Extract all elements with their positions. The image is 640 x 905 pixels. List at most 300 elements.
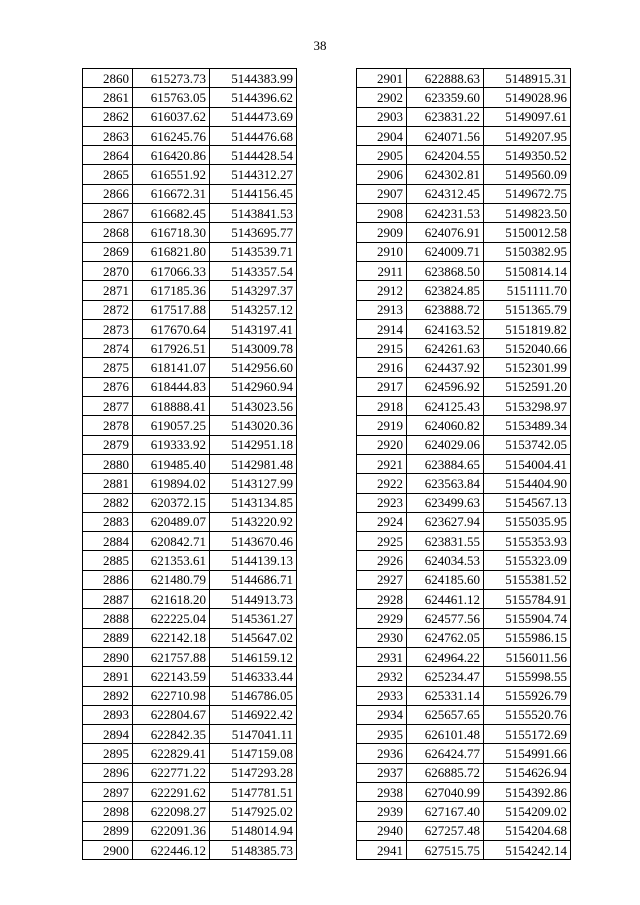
point-number-cell: 2894 bbox=[83, 725, 133, 744]
x-coordinate-cell: 624125.43 bbox=[407, 397, 484, 416]
table-row bbox=[83, 416, 297, 435]
y-coordinate-cell: 5151111.70 bbox=[484, 281, 571, 300]
table-row bbox=[357, 377, 571, 396]
y-coordinate-cell: 5147925.02 bbox=[210, 802, 297, 821]
point-number-cell: 2936 bbox=[357, 744, 407, 763]
point-number-cell: 2921 bbox=[357, 454, 407, 473]
y-coordinate-cell: 5149207.95 bbox=[484, 126, 571, 145]
point-number-cell: 2879 bbox=[83, 435, 133, 454]
x-coordinate-cell: 622142.18 bbox=[133, 628, 210, 647]
x-coordinate-cell: 616037.62 bbox=[133, 107, 210, 126]
x-coordinate-cell: 624071.56 bbox=[407, 126, 484, 145]
point-number-cell: 2910 bbox=[357, 242, 407, 261]
table-row bbox=[357, 667, 571, 686]
x-coordinate-cell: 622225.04 bbox=[133, 609, 210, 628]
table-row bbox=[357, 609, 571, 628]
x-coordinate-cell: 619057.25 bbox=[133, 416, 210, 435]
table-row bbox=[357, 204, 571, 223]
table-row bbox=[83, 397, 297, 416]
y-coordinate-cell: 5144396.62 bbox=[210, 88, 297, 107]
table-row bbox=[357, 300, 571, 319]
table-row bbox=[357, 705, 571, 724]
table-row bbox=[83, 628, 297, 647]
x-coordinate-cell: 615273.73 bbox=[133, 69, 210, 88]
y-coordinate-cell: 5155323.09 bbox=[484, 551, 571, 570]
point-number-cell: 2887 bbox=[83, 590, 133, 609]
x-coordinate-cell: 622888.63 bbox=[407, 69, 484, 88]
y-coordinate-cell: 5144428.54 bbox=[210, 146, 297, 165]
x-coordinate-cell: 624302.81 bbox=[407, 165, 484, 184]
table-row bbox=[357, 493, 571, 512]
y-coordinate-cell: 5149028.96 bbox=[484, 88, 571, 107]
y-coordinate-cell: 5145361.27 bbox=[210, 609, 297, 628]
x-coordinate-cell: 616718.30 bbox=[133, 223, 210, 242]
point-number-cell: 2913 bbox=[357, 300, 407, 319]
y-coordinate-cell: 5143695.77 bbox=[210, 223, 297, 242]
x-coordinate-cell: 616821.80 bbox=[133, 242, 210, 261]
y-coordinate-cell: 5148915.31 bbox=[484, 69, 571, 88]
y-coordinate-cell: 5143134.85 bbox=[210, 493, 297, 512]
y-coordinate-cell: 5144476.68 bbox=[210, 126, 297, 145]
point-number-cell: 2861 bbox=[83, 88, 133, 107]
point-number-cell: 2919 bbox=[357, 416, 407, 435]
y-coordinate-cell: 5154626.94 bbox=[484, 763, 571, 782]
y-coordinate-cell: 5144913.73 bbox=[210, 590, 297, 609]
y-coordinate-cell: 5147159.08 bbox=[210, 744, 297, 763]
y-coordinate-cell: 5142956.60 bbox=[210, 358, 297, 377]
point-number-cell: 2886 bbox=[83, 570, 133, 589]
point-number-cell: 2931 bbox=[357, 647, 407, 666]
point-number-cell: 2869 bbox=[83, 242, 133, 261]
point-number-cell: 2922 bbox=[357, 474, 407, 493]
x-coordinate-cell: 624231.53 bbox=[407, 204, 484, 223]
x-coordinate-cell: 621480.79 bbox=[133, 570, 210, 589]
point-number-cell: 2916 bbox=[357, 358, 407, 377]
y-coordinate-cell: 5143539.71 bbox=[210, 242, 297, 261]
y-coordinate-cell: 5143257.12 bbox=[210, 300, 297, 319]
table-row bbox=[83, 454, 297, 473]
table-row bbox=[357, 319, 571, 338]
y-coordinate-cell: 5154392.86 bbox=[484, 782, 571, 801]
point-number-cell: 2864 bbox=[83, 146, 133, 165]
point-number-cell: 2889 bbox=[83, 628, 133, 647]
table-row bbox=[83, 493, 297, 512]
y-coordinate-cell: 5155520.76 bbox=[484, 705, 571, 724]
y-coordinate-cell: 5143357.54 bbox=[210, 261, 297, 280]
x-coordinate-cell: 624312.45 bbox=[407, 184, 484, 203]
y-coordinate-cell: 5155986.15 bbox=[484, 628, 571, 647]
point-number-cell: 2925 bbox=[357, 532, 407, 551]
y-coordinate-cell: 5145647.02 bbox=[210, 628, 297, 647]
point-number-cell: 2914 bbox=[357, 319, 407, 338]
table-row bbox=[83, 744, 297, 763]
y-coordinate-cell: 5152301.99 bbox=[484, 358, 571, 377]
point-number-cell: 2882 bbox=[83, 493, 133, 512]
x-coordinate-cell: 616682.45 bbox=[133, 204, 210, 223]
x-coordinate-cell: 622091.36 bbox=[133, 821, 210, 840]
point-number-cell: 2901 bbox=[357, 69, 407, 88]
y-coordinate-cell: 5143297.37 bbox=[210, 281, 297, 300]
x-coordinate-cell: 623888.72 bbox=[407, 300, 484, 319]
x-coordinate-cell: 622291.62 bbox=[133, 782, 210, 801]
y-coordinate-cell: 5143197.41 bbox=[210, 319, 297, 338]
x-coordinate-cell: 620372.15 bbox=[133, 493, 210, 512]
x-coordinate-cell: 622143.59 bbox=[133, 667, 210, 686]
point-number-cell: 2934 bbox=[357, 705, 407, 724]
point-number-cell: 2935 bbox=[357, 725, 407, 744]
point-number-cell: 2885 bbox=[83, 551, 133, 570]
x-coordinate-cell: 625234.47 bbox=[407, 667, 484, 686]
y-coordinate-cell: 5144312.27 bbox=[210, 165, 297, 184]
point-number-cell: 2933 bbox=[357, 686, 407, 705]
x-coordinate-cell: 627515.75 bbox=[407, 840, 484, 859]
x-coordinate-cell: 616672.31 bbox=[133, 184, 210, 203]
point-number-cell: 2899 bbox=[83, 821, 133, 840]
point-number-cell: 2941 bbox=[357, 840, 407, 859]
x-coordinate-cell: 623563.84 bbox=[407, 474, 484, 493]
table-row bbox=[83, 184, 297, 203]
table-row bbox=[83, 590, 297, 609]
point-number-cell: 2927 bbox=[357, 570, 407, 589]
point-number-cell: 2870 bbox=[83, 261, 133, 280]
table-row bbox=[357, 782, 571, 801]
x-coordinate-cell: 624461.12 bbox=[407, 590, 484, 609]
x-coordinate-cell: 622829.41 bbox=[133, 744, 210, 763]
table-row bbox=[357, 474, 571, 493]
y-coordinate-cell: 5144156.45 bbox=[210, 184, 297, 203]
y-coordinate-cell: 5149560.09 bbox=[484, 165, 571, 184]
y-coordinate-cell: 5153742.05 bbox=[484, 435, 571, 454]
x-coordinate-cell: 623831.55 bbox=[407, 532, 484, 551]
x-coordinate-cell: 623359.60 bbox=[407, 88, 484, 107]
y-coordinate-cell: 5153489.34 bbox=[484, 416, 571, 435]
y-coordinate-cell: 5155784.91 bbox=[484, 590, 571, 609]
y-coordinate-cell: 5153298.97 bbox=[484, 397, 571, 416]
x-coordinate-cell: 621353.61 bbox=[133, 551, 210, 570]
y-coordinate-cell: 5155381.52 bbox=[484, 570, 571, 589]
x-coordinate-cell: 624762.05 bbox=[407, 628, 484, 647]
y-coordinate-cell: 5154004.41 bbox=[484, 454, 571, 473]
point-number-cell: 2896 bbox=[83, 763, 133, 782]
y-coordinate-cell: 5148385.73 bbox=[210, 840, 297, 859]
y-coordinate-cell: 5150012.58 bbox=[484, 223, 571, 242]
y-coordinate-cell: 5155172.69 bbox=[484, 725, 571, 744]
table-row bbox=[357, 647, 571, 666]
table-row bbox=[83, 107, 297, 126]
table-row bbox=[83, 647, 297, 666]
table-row bbox=[83, 261, 297, 280]
point-number-cell: 2874 bbox=[83, 339, 133, 358]
table-row bbox=[83, 782, 297, 801]
point-number-cell: 2908 bbox=[357, 204, 407, 223]
table-row bbox=[83, 377, 297, 396]
x-coordinate-cell: 623831.22 bbox=[407, 107, 484, 126]
x-coordinate-cell: 619894.02 bbox=[133, 474, 210, 493]
table-row bbox=[357, 261, 571, 280]
y-coordinate-cell: 5154209.02 bbox=[484, 802, 571, 821]
y-coordinate-cell: 5143009.78 bbox=[210, 339, 297, 358]
x-coordinate-cell: 625657.65 bbox=[407, 705, 484, 724]
table-row bbox=[357, 242, 571, 261]
y-coordinate-cell: 5142981.48 bbox=[210, 454, 297, 473]
table-row bbox=[83, 763, 297, 782]
x-coordinate-cell: 624964.22 bbox=[407, 647, 484, 666]
x-coordinate-cell: 623499.63 bbox=[407, 493, 484, 512]
x-coordinate-cell: 624261.63 bbox=[407, 339, 484, 358]
table-row bbox=[83, 512, 297, 531]
y-coordinate-cell: 5149350.52 bbox=[484, 146, 571, 165]
y-coordinate-cell: 5147781.51 bbox=[210, 782, 297, 801]
x-coordinate-cell: 623868.50 bbox=[407, 261, 484, 280]
point-number-cell: 2938 bbox=[357, 782, 407, 801]
table-row bbox=[357, 416, 571, 435]
x-coordinate-cell: 622804.67 bbox=[133, 705, 210, 724]
point-number-cell: 2872 bbox=[83, 300, 133, 319]
x-coordinate-cell: 619485.40 bbox=[133, 454, 210, 473]
y-coordinate-cell: 5155904.74 bbox=[484, 609, 571, 628]
y-coordinate-cell: 5155998.55 bbox=[484, 667, 571, 686]
table-row bbox=[83, 358, 297, 377]
y-coordinate-cell: 5144139.13 bbox=[210, 551, 297, 570]
x-coordinate-cell: 624009.71 bbox=[407, 242, 484, 261]
x-coordinate-cell: 622771.22 bbox=[133, 763, 210, 782]
y-coordinate-cell: 5155353.93 bbox=[484, 532, 571, 551]
y-coordinate-cell: 5146786.05 bbox=[210, 686, 297, 705]
point-number-cell: 2940 bbox=[357, 821, 407, 840]
y-coordinate-cell: 5142960.94 bbox=[210, 377, 297, 396]
point-number-cell: 2928 bbox=[357, 590, 407, 609]
x-coordinate-cell: 623824.85 bbox=[407, 281, 484, 300]
point-number-cell: 2865 bbox=[83, 165, 133, 184]
table-row bbox=[83, 69, 297, 88]
y-coordinate-cell: 5151819.82 bbox=[484, 319, 571, 338]
y-coordinate-cell: 5150382.95 bbox=[484, 242, 571, 261]
table-row bbox=[83, 242, 297, 261]
point-number-cell: 2939 bbox=[357, 802, 407, 821]
x-coordinate-cell: 624437.92 bbox=[407, 358, 484, 377]
table-row bbox=[357, 512, 571, 531]
x-coordinate-cell: 622842.35 bbox=[133, 725, 210, 744]
point-number-cell: 2903 bbox=[357, 107, 407, 126]
y-coordinate-cell: 5149097.61 bbox=[484, 107, 571, 126]
coordinates-table-right bbox=[356, 68, 571, 860]
y-coordinate-cell: 5143127.99 bbox=[210, 474, 297, 493]
point-number-cell: 2911 bbox=[357, 261, 407, 280]
table-row bbox=[357, 126, 571, 145]
table-row bbox=[357, 281, 571, 300]
x-coordinate-cell: 615763.05 bbox=[133, 88, 210, 107]
x-coordinate-cell: 617517.88 bbox=[133, 300, 210, 319]
y-coordinate-cell: 5144686.71 bbox=[210, 570, 297, 589]
x-coordinate-cell: 625331.14 bbox=[407, 686, 484, 705]
y-coordinate-cell: 5154404.90 bbox=[484, 474, 571, 493]
y-coordinate-cell: 5152040.66 bbox=[484, 339, 571, 358]
y-coordinate-cell: 5147041.11 bbox=[210, 725, 297, 744]
point-number-cell: 2930 bbox=[357, 628, 407, 647]
table-row bbox=[357, 628, 571, 647]
table-row bbox=[83, 686, 297, 705]
point-number-cell: 2884 bbox=[83, 532, 133, 551]
table-row bbox=[83, 821, 297, 840]
table-row bbox=[83, 204, 297, 223]
point-number-cell: 2867 bbox=[83, 204, 133, 223]
x-coordinate-cell: 620842.71 bbox=[133, 532, 210, 551]
y-coordinate-cell: 5146922.42 bbox=[210, 705, 297, 724]
point-number-cell: 2895 bbox=[83, 744, 133, 763]
x-coordinate-cell: 621757.88 bbox=[133, 647, 210, 666]
x-coordinate-cell: 619333.92 bbox=[133, 435, 210, 454]
point-number-cell: 2860 bbox=[83, 69, 133, 88]
x-coordinate-cell: 627257.48 bbox=[407, 821, 484, 840]
x-coordinate-cell: 623884.65 bbox=[407, 454, 484, 473]
x-coordinate-cell: 617185.36 bbox=[133, 281, 210, 300]
point-number-cell: 2878 bbox=[83, 416, 133, 435]
x-coordinate-cell: 618888.41 bbox=[133, 397, 210, 416]
table-row bbox=[83, 319, 297, 338]
table-row bbox=[357, 763, 571, 782]
x-coordinate-cell: 626424.77 bbox=[407, 744, 484, 763]
table-row bbox=[357, 840, 571, 859]
point-number-cell: 2877 bbox=[83, 397, 133, 416]
table-row bbox=[357, 339, 571, 358]
x-coordinate-cell: 623627.94 bbox=[407, 512, 484, 531]
point-number-cell: 2880 bbox=[83, 454, 133, 473]
page-number: 38 bbox=[313, 38, 327, 53]
table-row bbox=[83, 126, 297, 145]
x-coordinate-cell: 626885.72 bbox=[407, 763, 484, 782]
table-row bbox=[83, 165, 297, 184]
point-number-cell: 2920 bbox=[357, 435, 407, 454]
point-number-cell: 2917 bbox=[357, 377, 407, 396]
table-row bbox=[357, 69, 571, 88]
point-number-cell: 2915 bbox=[357, 339, 407, 358]
y-coordinate-cell: 5148014.94 bbox=[210, 821, 297, 840]
x-coordinate-cell: 624163.52 bbox=[407, 319, 484, 338]
point-number-cell: 2906 bbox=[357, 165, 407, 184]
table-row bbox=[357, 570, 571, 589]
table-row bbox=[357, 146, 571, 165]
point-number-cell: 2871 bbox=[83, 281, 133, 300]
point-number-cell: 2926 bbox=[357, 551, 407, 570]
y-coordinate-cell: 5154991.66 bbox=[484, 744, 571, 763]
point-number-cell: 2883 bbox=[83, 512, 133, 531]
table-row bbox=[83, 725, 297, 744]
table-row bbox=[357, 88, 571, 107]
table-row bbox=[357, 802, 571, 821]
x-coordinate-cell: 627040.99 bbox=[407, 782, 484, 801]
table-row bbox=[357, 744, 571, 763]
x-coordinate-cell: 624029.06 bbox=[407, 435, 484, 454]
y-coordinate-cell: 5146159.12 bbox=[210, 647, 297, 666]
y-coordinate-cell: 5149672.75 bbox=[484, 184, 571, 203]
table-row bbox=[83, 223, 297, 242]
point-number-cell: 2875 bbox=[83, 358, 133, 377]
table-row bbox=[357, 725, 571, 744]
table-row bbox=[357, 358, 571, 377]
table-row bbox=[357, 165, 571, 184]
point-number-cell: 2868 bbox=[83, 223, 133, 242]
point-number-cell: 2897 bbox=[83, 782, 133, 801]
x-coordinate-cell: 624204.55 bbox=[407, 146, 484, 165]
x-coordinate-cell: 618141.07 bbox=[133, 358, 210, 377]
y-coordinate-cell: 5154567.13 bbox=[484, 493, 571, 512]
x-coordinate-cell: 624076.91 bbox=[407, 223, 484, 242]
x-coordinate-cell: 616420.86 bbox=[133, 146, 210, 165]
y-coordinate-cell: 5143020.36 bbox=[210, 416, 297, 435]
point-number-cell: 2912 bbox=[357, 281, 407, 300]
x-coordinate-cell: 617670.64 bbox=[133, 319, 210, 338]
y-coordinate-cell: 5142951.18 bbox=[210, 435, 297, 454]
table-row bbox=[357, 223, 571, 242]
point-number-cell: 2876 bbox=[83, 377, 133, 396]
x-coordinate-cell: 626101.48 bbox=[407, 725, 484, 744]
table-row bbox=[83, 840, 297, 859]
table-row bbox=[357, 686, 571, 705]
coordinates-table-left bbox=[82, 68, 297, 860]
point-number-cell: 2873 bbox=[83, 319, 133, 338]
point-number-cell: 2898 bbox=[83, 802, 133, 821]
x-coordinate-cell: 624060.82 bbox=[407, 416, 484, 435]
y-coordinate-cell: 5149823.50 bbox=[484, 204, 571, 223]
point-number-cell: 2862 bbox=[83, 107, 133, 126]
y-coordinate-cell: 5154242.14 bbox=[484, 840, 571, 859]
point-number-cell: 2900 bbox=[83, 840, 133, 859]
point-number-cell: 2907 bbox=[357, 184, 407, 203]
point-number-cell: 2932 bbox=[357, 667, 407, 686]
table-row bbox=[83, 532, 297, 551]
y-coordinate-cell: 5146333.44 bbox=[210, 667, 297, 686]
x-coordinate-cell: 622098.27 bbox=[133, 802, 210, 821]
table-row bbox=[357, 821, 571, 840]
x-coordinate-cell: 618444.83 bbox=[133, 377, 210, 396]
y-coordinate-cell: 5152591.20 bbox=[484, 377, 571, 396]
y-coordinate-cell: 5154204.68 bbox=[484, 821, 571, 840]
point-number-cell: 2863 bbox=[83, 126, 133, 145]
y-coordinate-cell: 5156011.56 bbox=[484, 647, 571, 666]
point-number-cell: 2890 bbox=[83, 647, 133, 666]
y-coordinate-cell: 5144473.69 bbox=[210, 107, 297, 126]
y-coordinate-cell: 5143841.53 bbox=[210, 204, 297, 223]
point-number-cell: 2929 bbox=[357, 609, 407, 628]
y-coordinate-cell: 5155926.79 bbox=[484, 686, 571, 705]
point-number-cell: 2918 bbox=[357, 397, 407, 416]
x-coordinate-cell: 617066.33 bbox=[133, 261, 210, 280]
point-number-cell: 2902 bbox=[357, 88, 407, 107]
point-number-cell: 2937 bbox=[357, 763, 407, 782]
table-row bbox=[83, 88, 297, 107]
x-coordinate-cell: 624596.92 bbox=[407, 377, 484, 396]
x-coordinate-cell: 622710.98 bbox=[133, 686, 210, 705]
x-coordinate-cell: 627167.40 bbox=[407, 802, 484, 821]
table-row bbox=[357, 107, 571, 126]
table-row bbox=[83, 570, 297, 589]
point-number-cell: 2904 bbox=[357, 126, 407, 145]
point-number-cell: 2905 bbox=[357, 146, 407, 165]
point-number-cell: 2881 bbox=[83, 474, 133, 493]
x-coordinate-cell: 624185.60 bbox=[407, 570, 484, 589]
y-coordinate-cell: 5147293.28 bbox=[210, 763, 297, 782]
table-row bbox=[83, 705, 297, 724]
point-number-cell: 2891 bbox=[83, 667, 133, 686]
table-row bbox=[83, 609, 297, 628]
x-coordinate-cell: 617926.51 bbox=[133, 339, 210, 358]
y-coordinate-cell: 5155035.95 bbox=[484, 512, 571, 531]
table-row bbox=[357, 532, 571, 551]
table-row bbox=[357, 435, 571, 454]
table-row bbox=[83, 339, 297, 358]
table-row bbox=[83, 300, 297, 319]
y-coordinate-cell: 5143670.46 bbox=[210, 532, 297, 551]
